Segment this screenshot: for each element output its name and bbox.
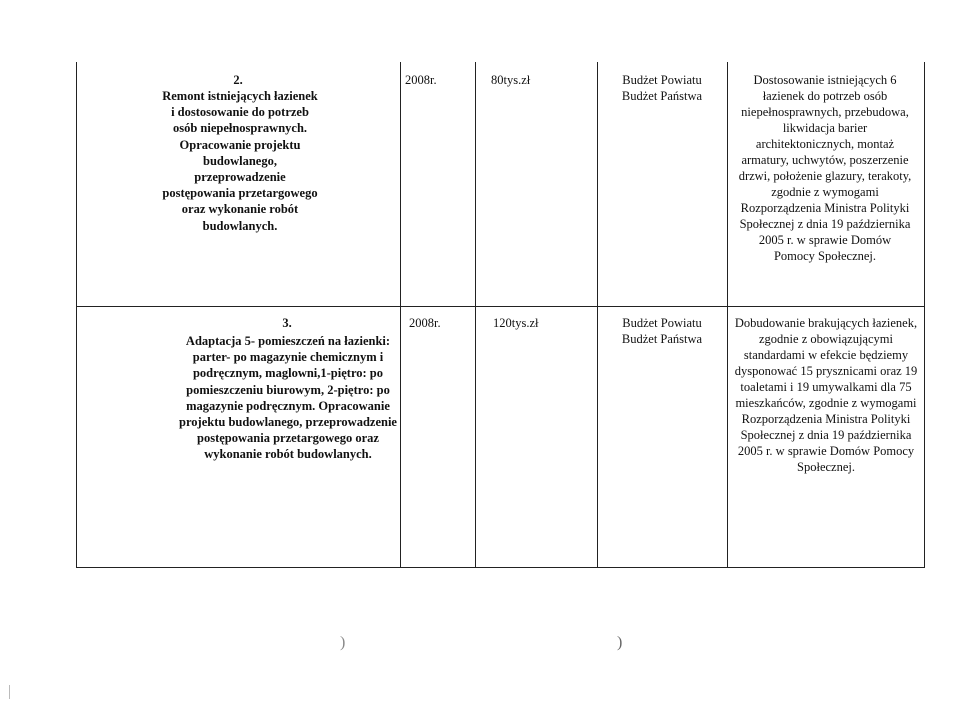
row-2-funding-1: Budżet Powiatu	[622, 73, 702, 87]
row-divider	[76, 306, 925, 307]
table-left-border	[76, 62, 77, 568]
row-2-funding-2: Budżet Państwa	[621, 89, 703, 103]
row-2-year: 2008r.	[405, 73, 437, 87]
row-3-description: Adaptacja 5- pomieszczeń na łazienki: parter- po magazynie chemicznym i podręcznym, maglowni,1-piętro: po pomieszczeniu biurowym, 2-piętro: po magazynie podręcznym. Opracowanie projektu budowlanego, przeprowadzenie postępowania przetargowego oraz wykonanie robót budowlanych.	[179, 334, 397, 462]
row-2-description: Remont istniejących łazienek i dostosowanie do potrzeb osób niepełnosprawnych. Opracowanie projektu budowlanego, przeprowadzenie postępowania przetargowego oraz wykonanie robót budowlanych.	[162, 89, 318, 233]
row-3-year: 2008r.	[409, 316, 441, 330]
column-divider-4	[727, 62, 728, 568]
column-divider-3	[597, 62, 598, 568]
row-2-justification: Dostosowanie istniejących 6 łazienek do potrzeb osób niepełnosprawnych, przebudowa, likwidacja barier architektonicznych, montaż armatury, uchwytów, poszerzenie drzwi, położenie glazury, terakoty, zgodnie z wymogami Rozporządzenia Ministra Polityki Społecznej z dnia 19 października 2005 r. w sprawie Domów Pomocy Społecznej.	[738, 73, 912, 263]
table-bottom-border	[76, 567, 925, 568]
row-2-cost: 80tys.zł	[491, 73, 531, 87]
row-3-number: 3.	[282, 316, 292, 330]
row-2-number: 2.	[233, 73, 243, 87]
table-right-border	[924, 62, 925, 568]
scan-smudge-right: )	[617, 634, 623, 651]
scan-smudge-left: )	[340, 634, 346, 651]
row-3-cost: 120tys.zł	[493, 316, 539, 330]
row-3-funding-1: Budżet Powiatu	[622, 316, 702, 330]
scan-edge-mark	[9, 685, 10, 699]
row-3-funding-2: Budżet Państwa	[621, 332, 703, 346]
row-3-justification: Dobudowanie brakujących łazienek, zgodnie z obowiązującymi standardami w efekcie będziemy dysponować 15 prysznicami oraz 19 toaletami i 19 umywalkami dla 75 mieszkańców, zgodnie z wymogami Rozporządzenia Ministra Polityki Społecznej z dnia 19 października 2005 r. w sprawie Domów Pomocy Społecznej.	[734, 316, 918, 474]
